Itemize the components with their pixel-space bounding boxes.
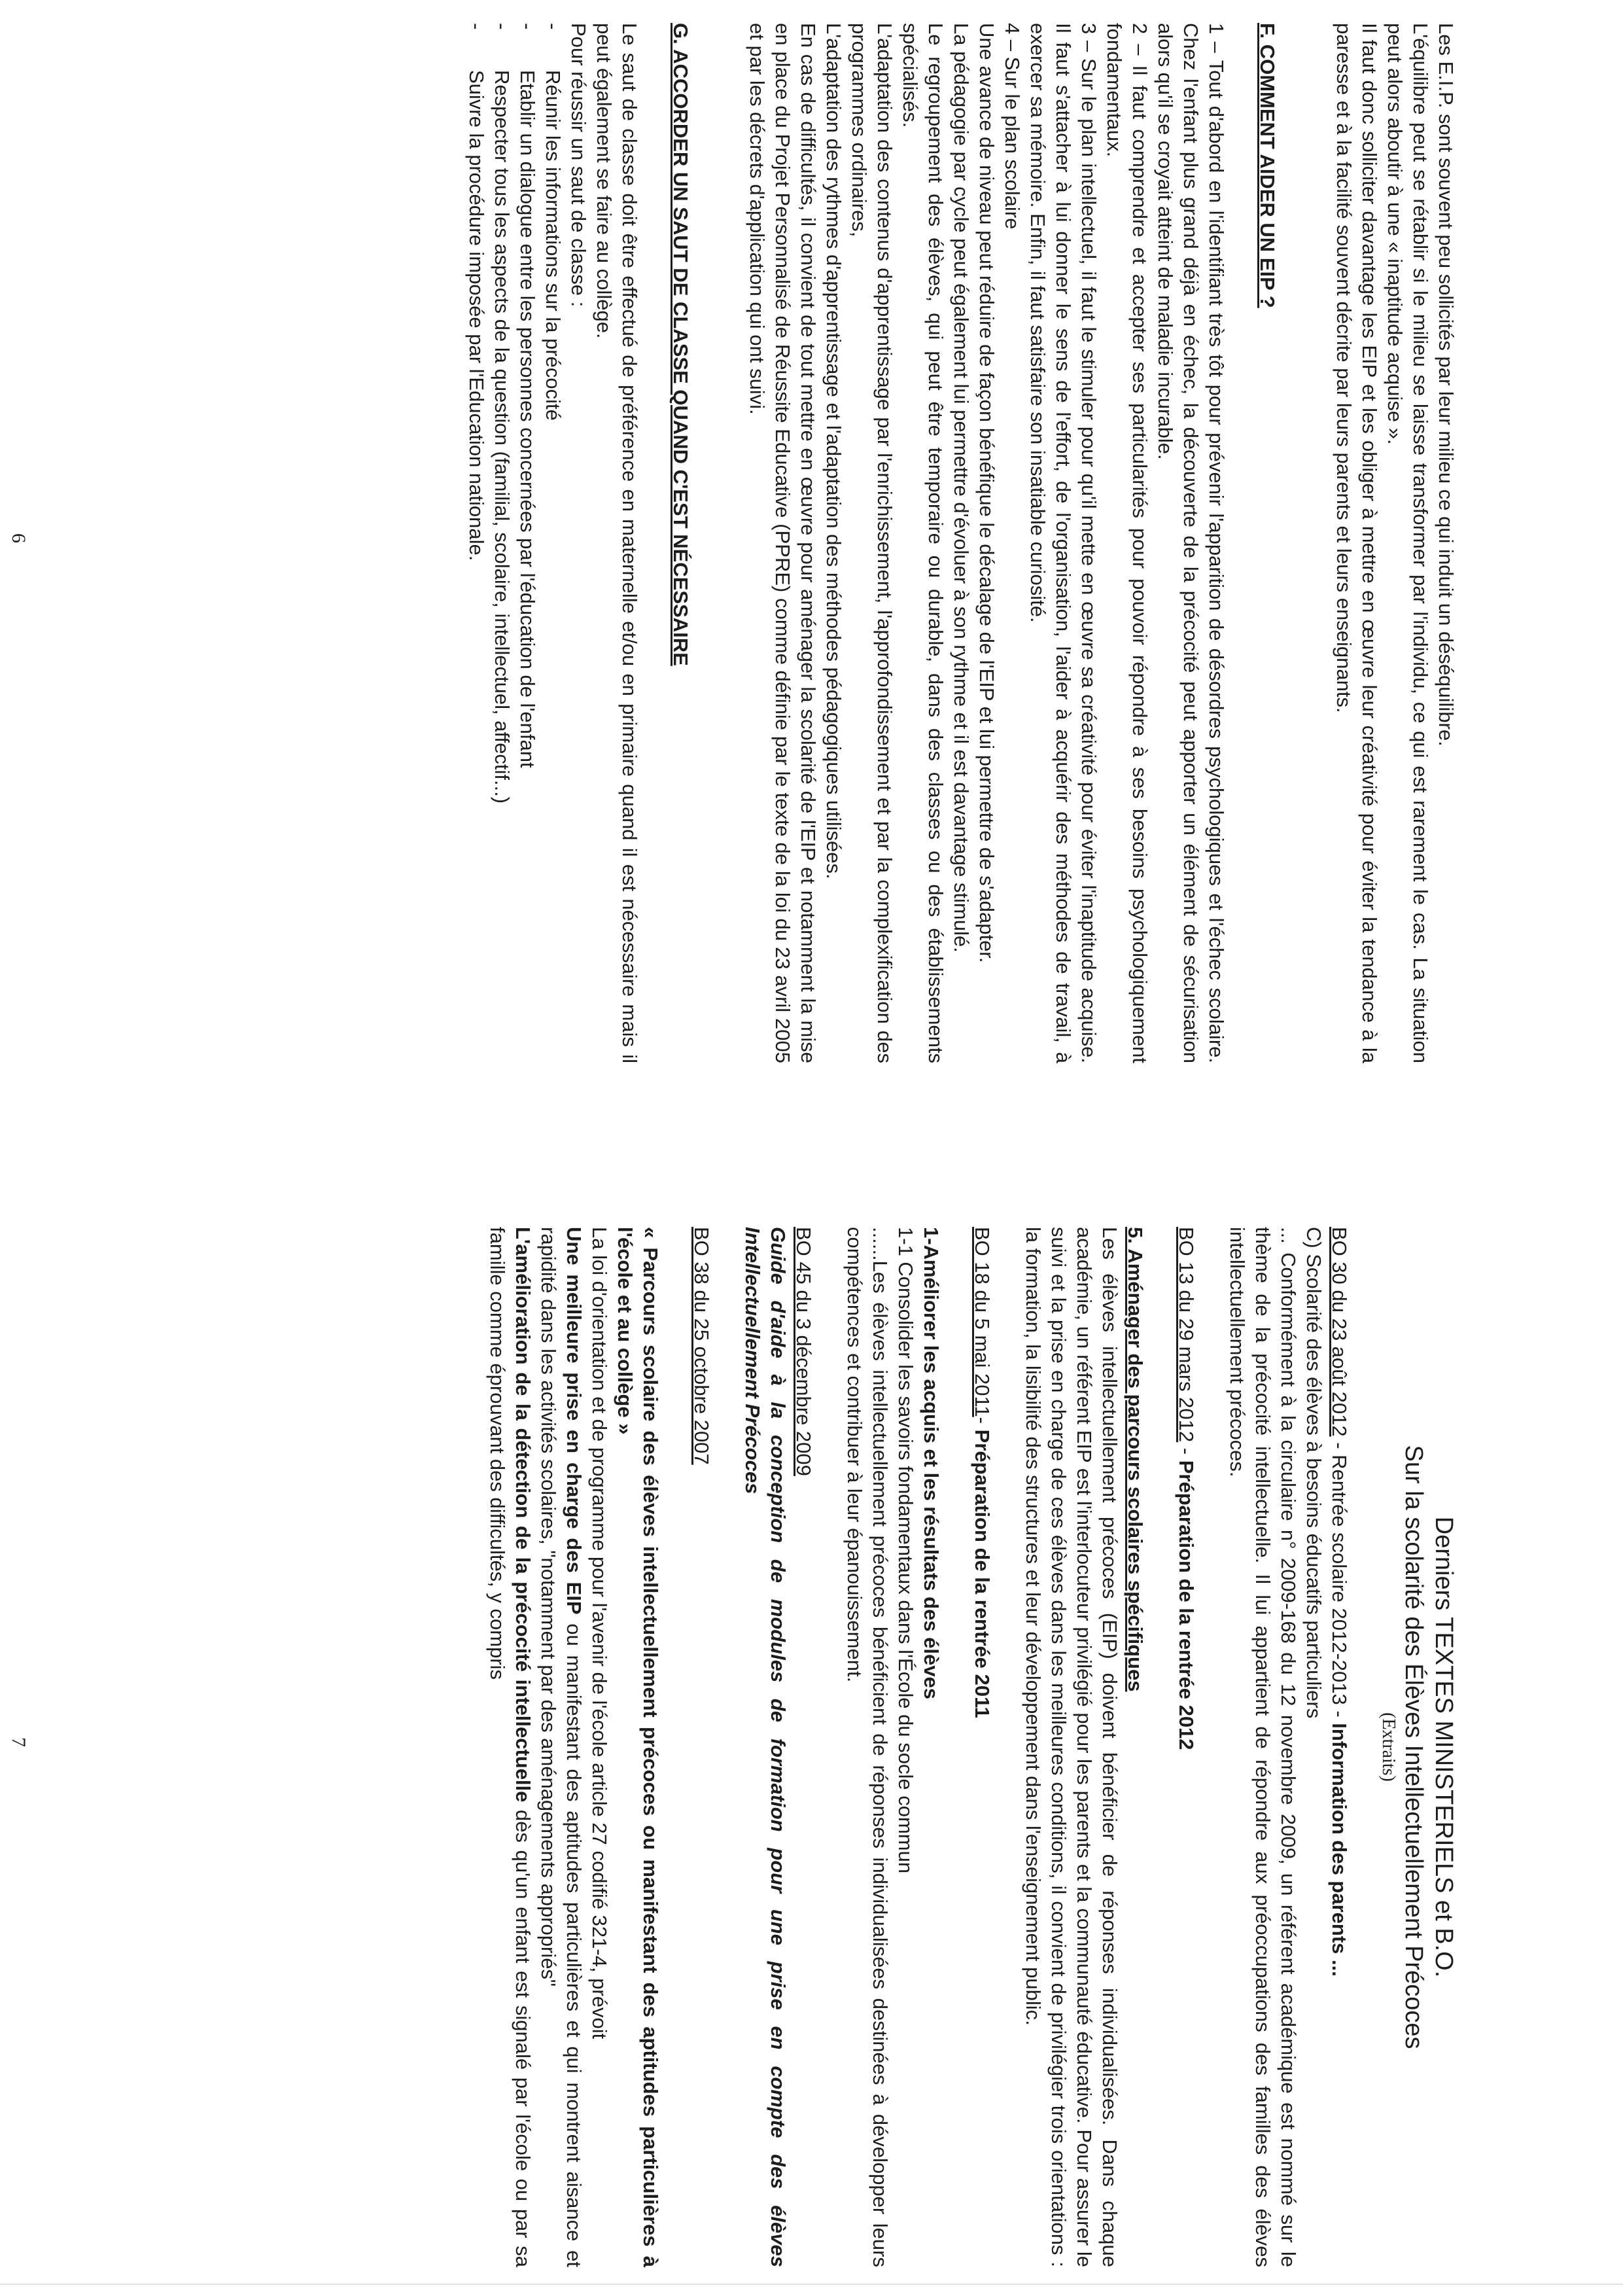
bo-topic: Préparation de la rentrée 2012: [1175, 1460, 1198, 1750]
page-number-6: 6: [8, 533, 29, 543]
page-7-column: [52, 1227, 1459, 2267]
list-item: - Etablir un dialogue entre les personnes concernées par l'éducation de l'enfant: [515, 23, 540, 1063]
scan-edge-line: [0, 2284, 1623, 2285]
bo-separator: -: [1175, 1442, 1198, 1460]
bo-2007-reference: BO 38 du 25 octobre 2007: [690, 1227, 713, 1465]
intro-paragraph-2: L'équilibre peut se rétablir si le milieu se laisse transformer par l'individu, ce qui est rarement le cas. La situation peut alors aboutir à une « inaptitude acquise ».: [1384, 23, 1432, 1063]
bo-reference: BO 18 du 5 mai 2011: [971, 1227, 994, 1417]
bo-topic: Information des parents ...: [1328, 1723, 1351, 1977]
section-f-paragraph-9: L'adaptation des rythmes d'apprentissage et l'adaptation des méthodes pédagogiques utilisées.: [822, 23, 845, 879]
bo-2011-paragraph-1: 1-1 Consolider les savoirs fondamentaux dans l'École du socle commun: [894, 1227, 917, 1874]
bo-2011-heading: 1-Améliorer les acquis et les résultats des élèves: [920, 1227, 943, 1699]
bo-2007-paragraph-2: [536, 1227, 587, 2267]
section-f-paragraph-8: L'adaptation des contenus d'apprentissage par l'enrichissement, l'approfondissement et par la complexification des programmes ordinaires,: [848, 23, 896, 1063]
rotated-sheet: [0, 23, 1459, 2274]
section-g-heading: G. ACCORDER UN SAUT DE CLASSE QUAND C'EST NÉCESSAIRE: [669, 23, 692, 666]
saut-de-classe-list: [464, 23, 566, 1063]
list-item: - Suivre la procédure imposée par l'Education nationale.: [464, 23, 489, 1063]
bo-2007-quote: « Parcours scolaire des élèves intellectuellement précoces ou manifestant des aptitudes particulières à l'école et au collège »: [614, 1227, 662, 2267]
bo-reference: BO 30 du 23 août 2012: [1328, 1227, 1351, 1437]
section-f-paragraph-5: Une avance de niveau peut réduire de façon bénéfique le décalage de l'EIP et lui permettre de s'adapter.: [975, 23, 998, 963]
section-f-point-2: 2 – Il faut comprendre et accepter ses particularités pour pouvoir répondre à ses besoins psychologiquement fondamentaux.: [1103, 23, 1151, 1063]
bo-2007-paragraph-1: La loi d'orientation et de programme pour l'avenir de l'école article 27 codifié 321-4, prévoit: [588, 1227, 611, 2040]
bo-reference: BO 13 du 29 mars 2012: [1175, 1227, 1198, 1443]
bo-separator: -: [971, 1417, 994, 1430]
section-f-point-1: 1 – Tout d'abord en l'identifiant très tôt pour prévenir l'apparition de désordres psychologiques et l'échec scolaire. Chez l'enfant plus grand déjà en échec, la découverte de la précocité peut apporter un élément de sécurisation alors qu'il se croyait atteint de maladie incurable.: [1154, 23, 1228, 1063]
section-f-paragraph-6: La pédagogie par cycle peut également lui permettre d'évoluer à son rythme et il est davantage stimulé.: [950, 23, 973, 953]
bo-2009-reference: BO 45 du 3 décembre 2009: [792, 1227, 815, 1476]
section-g-paragraph-1: Le saut de classe doit être effectué de préférence en maternelle et/ou en primaire quand il est nécessaire mais il peut également se faire au collège.: [593, 23, 641, 1063]
page-7-subtitle: (Extraits): [1378, 1712, 1399, 1782]
list-item: - Réunir les informations sur la précocité: [540, 23, 566, 1063]
body-text: dès qu'un enfant est signalé par l'école ou par sa famille comme éprouvant des difficultés, y compris: [486, 1227, 534, 2267]
page-6-column: [52, 23, 1459, 1063]
list-item: - Respecter tous les aspects de la question (familial, scolaire, intellectuel, affectif...): [489, 23, 515, 1063]
bo-2012-aout-paragraph-2: ... Conformément à la circulaire n° 2009-168 du 12 novembre 2009, un référent académique est nommé sur le thème de la précocité intellectuelle. Il lui appartient de répondre aux préoccupations des familles des élèves intellectuellement précoces.: [1226, 1227, 1300, 2267]
bo-topic: Préparation de la rentrée 2011: [971, 1429, 994, 1718]
emphasis-text: Une meilleure prise en charge des EIP: [563, 1227, 585, 1615]
section-f-point-3: 3 – Sur le plan intellectuel, il faut le stimuler pour qu'il mette en œuvre sa créativité pour éviter l'inaptitude acquise. Il faut s'attacher à lui donner le sens de l'effort, de l'organisation, l'aider à acquérir des méthodes de travail, à exercer sa mémoire. Enfin, il faut satisfaire son insatiable curiosité.: [1026, 23, 1100, 1063]
bo-2012-mars-heading: 5. Aménager des parcours scolaires spécifiques: [1124, 1227, 1147, 1692]
bo-2012-mars-line: [1174, 1227, 1199, 2267]
bo-2007-paragraph-3: [485, 1227, 536, 2267]
page-7-title: Derniers TEXTES MINISTERIELS et B.O.: [1430, 1516, 1457, 1978]
section-g-paragraph-2: Pour réussir un saut de classe :: [567, 23, 590, 308]
bo-2012-aout-paragraph-1: C) Scolarité des élèves à besoins éducatifs particuliers: [1302, 1227, 1325, 1719]
bo-2009-guide: Guide d'aide à la conception de modules de formation pour une prise en compte des élèves Intellectuellement Précoces: [741, 1227, 790, 2267]
intro-paragraph-1: Les E.I.P. sont souvent peu sollicités par leur milieu ce qui induit un déséquilibre.: [1435, 23, 1457, 747]
section-f-paragraph-10: En cas de difficultés, il convient de tout mettre en œuvre pour aménager la scolarité de l'EIP et notamment la mise en place du Projet Personnalisé de Réussite Educative (PPRE) comme définie par le texte de la loi du 23 avril 2005 et par les décrets d'application qui ont suivi.: [746, 23, 820, 1063]
page-number-7: 7: [8, 1737, 29, 1747]
bo-2012-aout-line: [1327, 1227, 1352, 2267]
body-text: ou manifestant des aptitudes particulières et qui montrent aisance et rapidité dans les activités scolaires, "notamment par des aménagements appropriés": [537, 1227, 585, 2267]
intro-paragraph-3: Il faut donc solliciter davantage les EIP et les obliger à mettre en œuvre leur créativité pour éviter la tendance à la paresse et à la facilité souvent décrite par leurs parents et leurs enseignants.: [1333, 23, 1381, 1063]
bo-separator: - Rentrée scolaire 2012-2013 -: [1328, 1436, 1351, 1723]
section-f-point-4: 4 – Sur le plan scolaire: [1001, 23, 1024, 230]
bo-2012-mars-paragraph: Les élèves intellectuellement précoces (EIP) doivent bénéficier de réponses individualisées. Dans chaque académie, un référent EIP est l'interlocuteur privilégié pour les parents et la communauté éducative. Pour assurer le suivi et la prise en charge de ces élèves dans les meilleures conditions, il convient de privilégier trois orientations : la formation, la lisibilité des structures et leur développement dans l'enseignement public.: [1022, 1227, 1121, 2267]
bo-2011-line: [969, 1227, 995, 2267]
page-7-title-line-2: Sur la scolarité des Élèves Intellectuellement Précoces: [1400, 1445, 1427, 2049]
bo-2011-paragraph-2: ......Les élèves intellectuellement précoces bénéficient de réponses individualisées destinées à développer leurs compétences et contribuer à leur épanouissement.: [843, 1227, 892, 2267]
emphasis-text: L'amélioration de la détection de la précocité intellectuelle: [512, 1227, 534, 1803]
section-f-paragraph-7: Le regroupement des élèves, qui peut être temporaire ou durable, dans des classes ou des établissements spécialisés.: [899, 23, 947, 1063]
section-f-heading: F. COMMENT AIDER UN EIP ?: [1256, 23, 1279, 308]
